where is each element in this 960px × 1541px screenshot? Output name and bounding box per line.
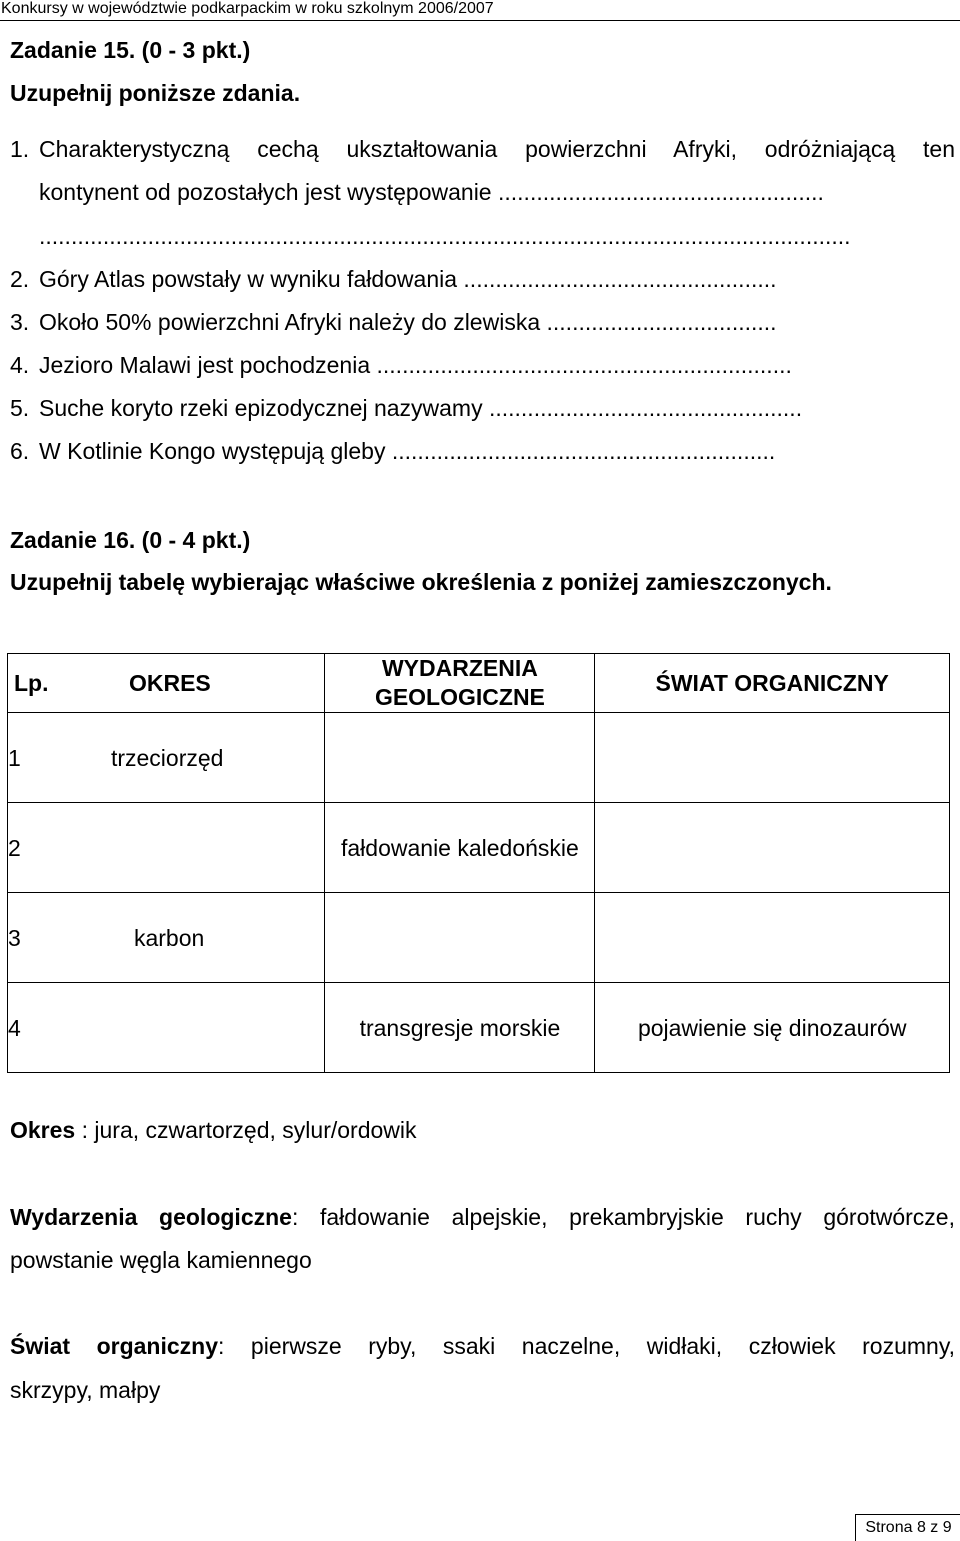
cell-lp: 1: [8, 713, 59, 803]
option-swiat: [10, 1332, 955, 1360]
option-wydarzenia-text: : fałdowanie alpejskie, prekambryjskie ruchy górotwórcze,: [291, 1204, 955, 1230]
item-text: W Kotlinie Kongo występują gleby ............................................................: [39, 438, 776, 464]
table-row: [8, 893, 950, 983]
task15-item-4: [10, 351, 951, 379]
cell-okres: [59, 983, 325, 1073]
header-lp: Lp.: [8, 654, 59, 713]
item-text: Góry Atlas powstały w wyniku fałdowania .................................................: [39, 266, 777, 292]
item-number: 3.: [10, 309, 30, 335]
cell-okres: [59, 803, 325, 893]
item-number: 2.: [10, 266, 30, 292]
table-row: [8, 803, 950, 893]
header-wydarzenia: [325, 654, 595, 713]
option-wydarzenia: [10, 1203, 955, 1231]
cell-wydarzenia: [325, 713, 595, 803]
item-number: 5.: [10, 395, 30, 421]
task15-item-5: [10, 394, 951, 422]
option-swiat-label: Świat organiczny: [10, 1333, 219, 1359]
option-wydarzenia-label: Wydarzenia geologiczne: [10, 1204, 292, 1230]
task15-item-1: [10, 135, 955, 163]
option-okres-text: : jura, czwartorzęd, sylur/ordowik: [75, 1117, 417, 1143]
cell-okres: karbon: [59, 893, 325, 983]
option-wydarzenia-cont: powstanie węgla kamiennego: [10, 1247, 312, 1273]
geology-table: [7, 653, 950, 1073]
item-text: Jezioro Malawi jest pochodzenia .................................................................: [39, 352, 792, 378]
cell-swiat: [595, 893, 950, 983]
cell-lp: 3: [8, 893, 59, 983]
header-wydarzenia-line2: GEOLOGICZNE: [374, 684, 545, 710]
option-okres: [10, 1116, 417, 1144]
header-swiat: ŚWIAT ORGANICZNY: [595, 654, 950, 713]
option-swiat-text: : pierwsze ryby, ssaki naczelne, widłaki, człowiek rozumny,: [218, 1333, 955, 1359]
item-text: Około 50% powierzchni Afryki należy do zlewiska ....................................: [39, 309, 777, 335]
option-okres-label: Okres: [10, 1117, 76, 1143]
cell-lp: 4: [8, 983, 59, 1073]
item-number: 1.: [10, 136, 30, 162]
task16-instruction: Uzupełnij tabelę wybierając właściwe określenia z poniżej zamieszczonych.: [10, 569, 832, 595]
cell-okres: trzeciorzęd: [59, 713, 325, 803]
task15-item-2: [10, 265, 951, 293]
table-header-row: [8, 654, 950, 713]
task16-title: Zadanie 16. (0 - 4 pkt.): [10, 527, 251, 553]
task15-item-1-blank: ...............................................................................................................................: [39, 223, 851, 249]
task15-item-1-cont: kontynent od pozostałych jest występowanie ...................................................: [39, 179, 824, 205]
header-divider: [0, 20, 960, 21]
item-text: Charakterystyczną cechą ukształtowania powierzchni Afryki, odróżniającą ten: [39, 136, 955, 162]
cell-wydarzenia: [325, 893, 595, 983]
table-row: [8, 713, 950, 803]
item-number: 4.: [10, 352, 30, 378]
item-number: 6.: [10, 438, 30, 464]
cell-swiat: [595, 803, 950, 893]
cell-wydarzenia: transgresje morskie: [325, 983, 595, 1073]
page-header: Konkursy w województwie podkarpackim w roku szkolnym 2006/2007: [1, 0, 494, 17]
cell-swiat: pojawienie się dinozaurów: [595, 983, 950, 1073]
table-row: [8, 983, 950, 1073]
option-swiat-cont: skrzypy, małpy: [10, 1377, 161, 1403]
task15-instruction: Uzupełnij poniższe zdania.: [10, 80, 301, 106]
cell-lp: 2: [8, 803, 59, 893]
cell-swiat: [595, 713, 950, 803]
item-text: Suche koryto rzeki epizodycznej nazywamy .................................................: [39, 395, 803, 421]
cell-wydarzenia: fałdowanie kaledońskie: [325, 803, 595, 893]
task15-title: Zadanie 15. (0 - 3 pkt.): [10, 37, 251, 63]
header-okres: OKRES: [59, 654, 325, 713]
page-number: Strona 8 z 9: [855, 1514, 960, 1541]
task15-item-6: [10, 437, 951, 465]
task15-item-3: [10, 308, 951, 336]
header-wydarzenia-line1: WYDARZENIA: [381, 655, 538, 681]
